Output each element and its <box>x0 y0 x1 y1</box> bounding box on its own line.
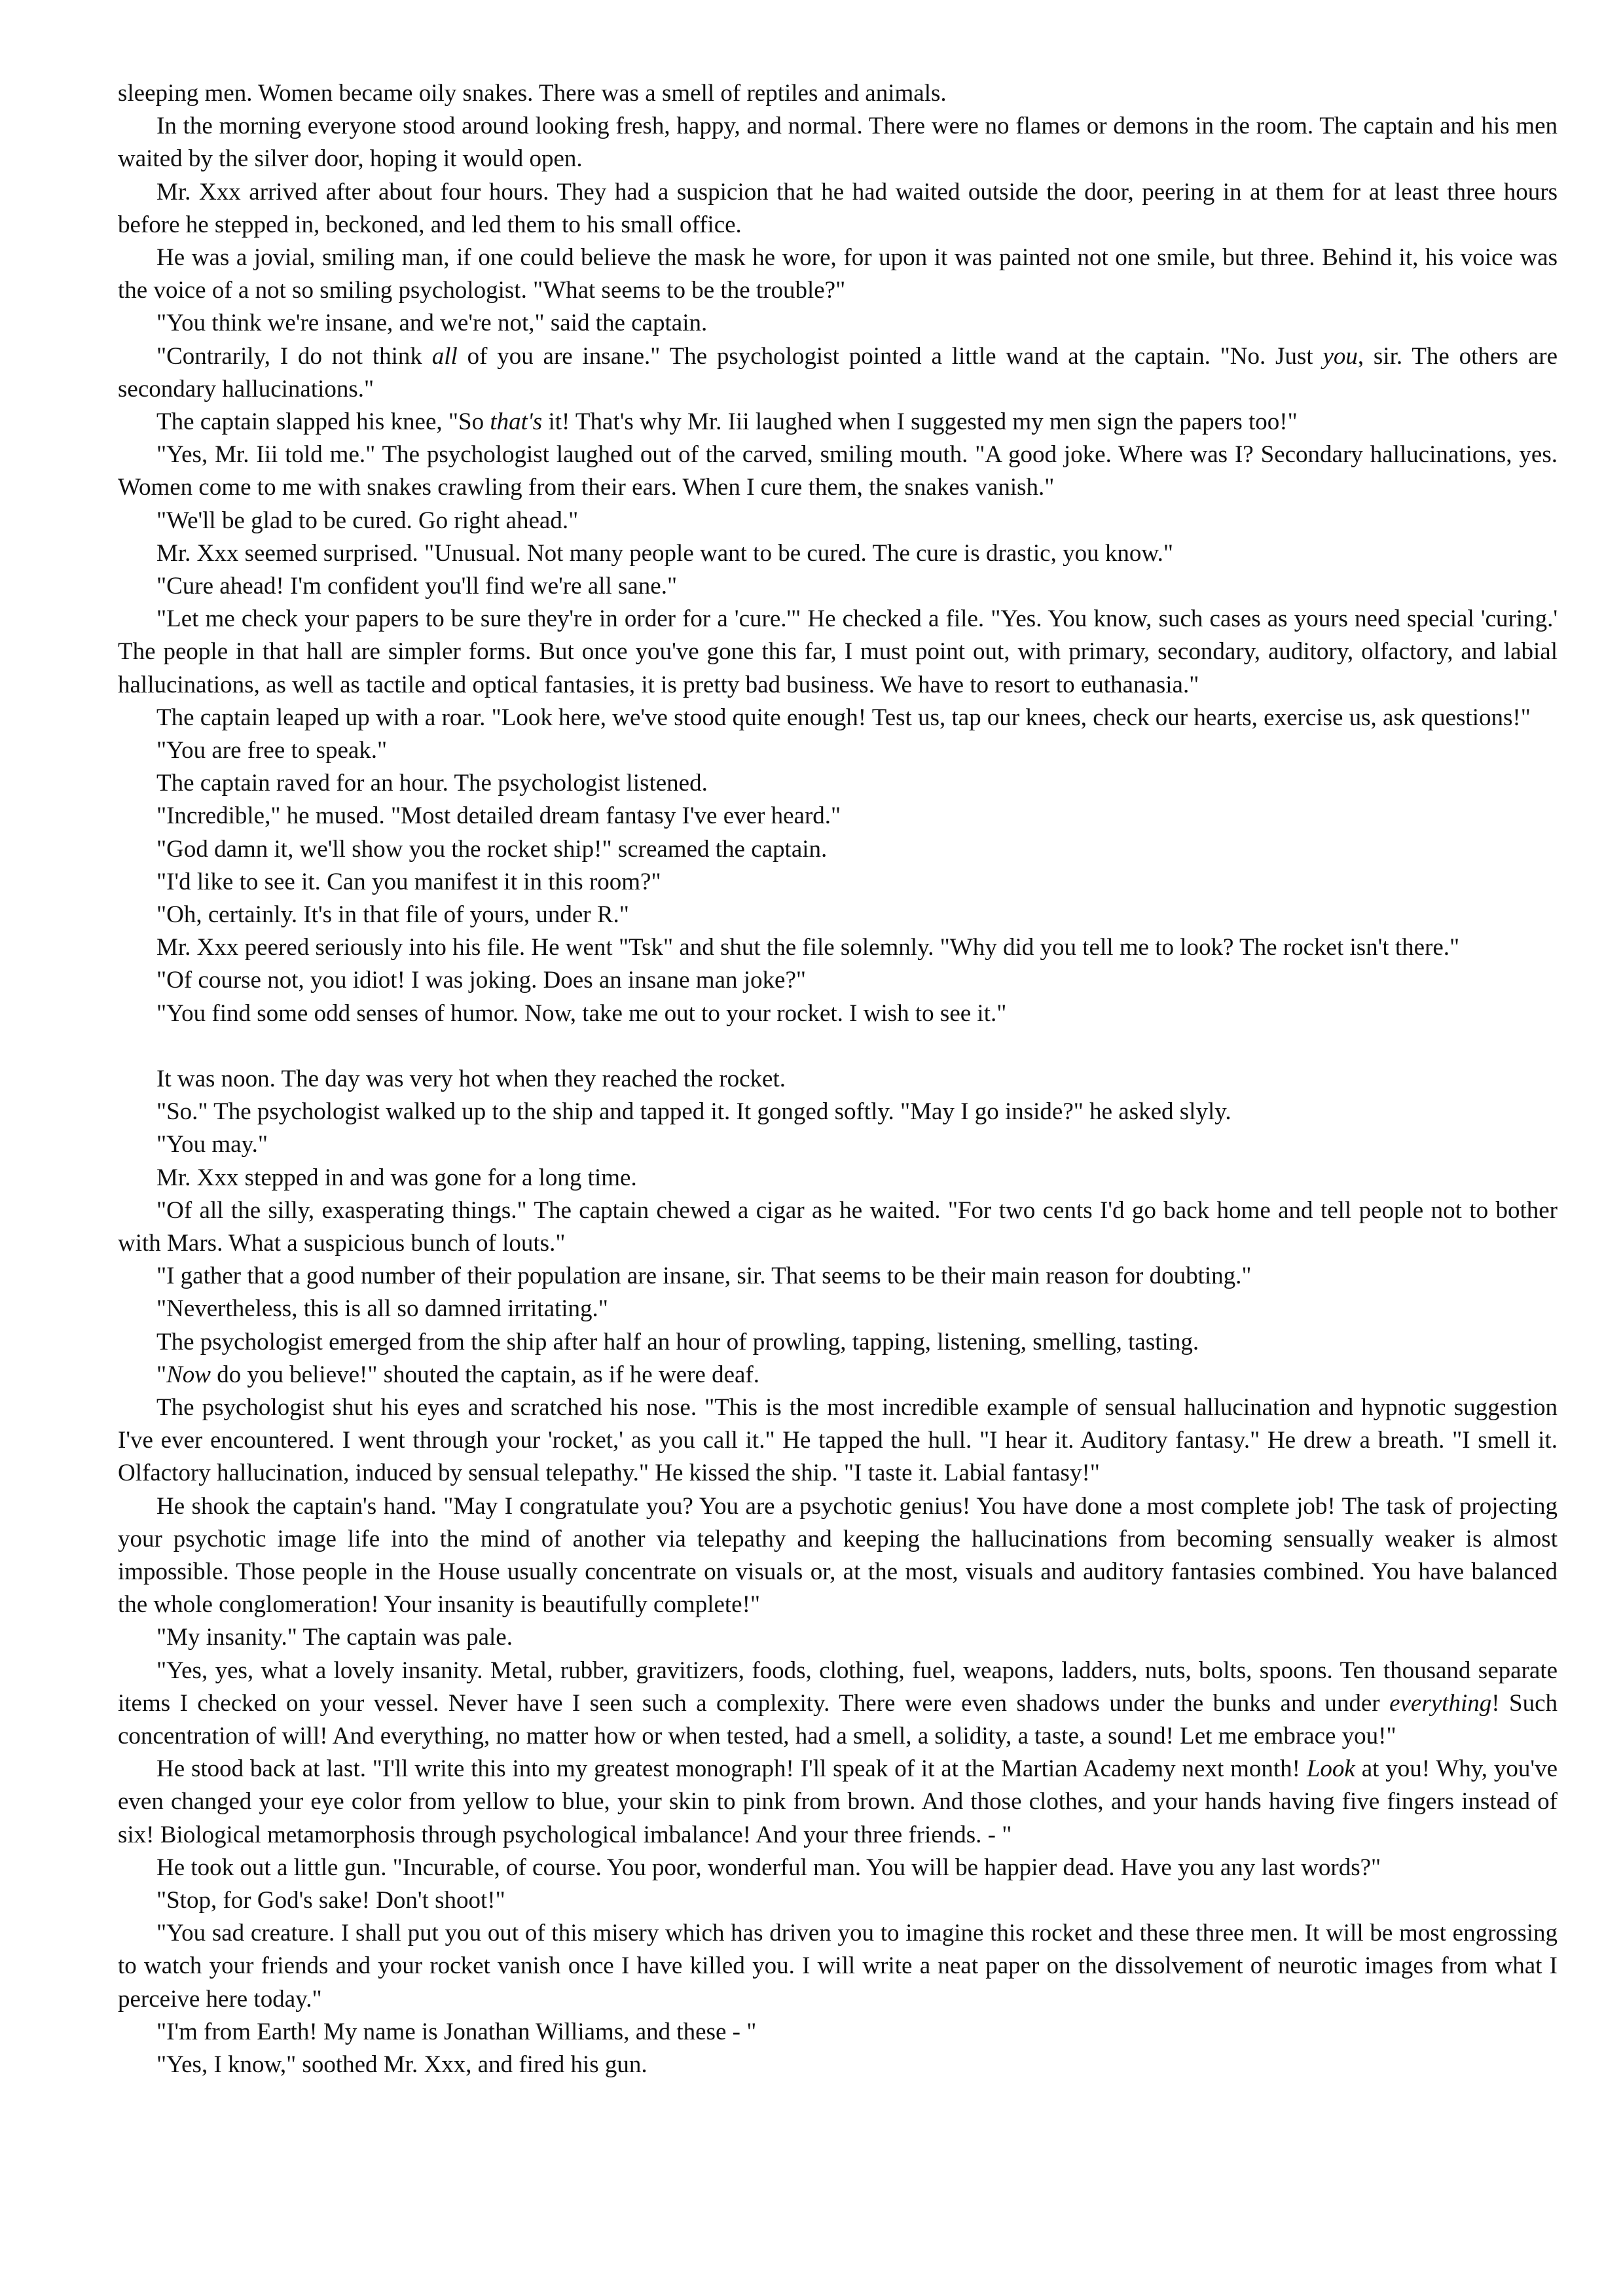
paragraph <box>118 176 1558 242</box>
paragraph-text: "You think we're insane, and we're not," said the captain. <box>156 310 708 337</box>
paragraph <box>118 964 1558 997</box>
paragraph-text: do you believe!" shouted the captain, as if he were deaf. <box>210 1361 759 1388</box>
paragraph <box>118 734 1558 767</box>
emphasis-text: everything <box>1389 1689 1492 1717</box>
paragraph <box>118 1326 1558 1359</box>
paragraph-text: Mr. Xxx seemed surprised. "Unusual. Not many people want to be cured. The cure is drastic, you know." <box>156 539 1174 567</box>
paragraph <box>118 77 1558 110</box>
paragraph <box>118 110 1558 175</box>
paragraph-text: "You find some odd senses of humor. Now, take me out to your rocket. I wish to see it." <box>156 999 1007 1027</box>
emphasis-text: Now <box>166 1361 211 1388</box>
paragraph <box>118 570 1558 603</box>
section-break <box>118 1030 1558 1063</box>
paragraph-text: The captain slapped his knee, "So <box>156 408 490 436</box>
paragraph <box>118 931 1558 964</box>
paragraph <box>118 340 1558 406</box>
paragraph <box>118 307 1558 340</box>
paragraph-text: sleeping men. Women became oily snakes. There was a smell of reptiles and animals. <box>118 80 947 107</box>
paragraph-text: , sir. The others are secondary hallucinations." <box>118 342 1558 403</box>
paragraph-text: at you! Why, you've even changed your eye color from yellow to blue, your skin to pink from brown. And those clothes, and your hands having five fingers instead of six! Biological metamorphosis through psychological imbalance! And your three friends. - " <box>118 1755 1558 1848</box>
emphasis-text: all <box>431 342 458 370</box>
emphasis-text: Look <box>1306 1755 1355 1783</box>
paragraph <box>118 1096 1558 1128</box>
paragraph-text: "Yes, I know," soothed Mr. Xxx, and fired his gun. <box>156 2051 647 2078</box>
paragraph-text: "We'll be glad to be cured. Go right ahead." <box>156 507 579 534</box>
paragraph <box>118 2016 1558 2049</box>
paragraph <box>118 1852 1558 1884</box>
paragraph <box>118 1162 1558 1194</box>
paragraph <box>118 702 1558 734</box>
paragraph-text: "You may." <box>156 1131 268 1158</box>
paragraph <box>118 1063 1558 1096</box>
paragraph-text: The captain leaped up with a roar. "Look here, we've stood quite enough! Test us, tap our knees, check our hearts, exercise us, ask questions!" <box>156 704 1531 731</box>
emphasis-text: that's <box>490 408 543 436</box>
paragraph <box>118 1884 1558 1917</box>
paragraph-text: "I gather that a good number of their population are insane, sir. That seems to be their main reason for doubting." <box>156 1263 1252 1290</box>
paragraph-text: "You sad creature. I shall put you out of this misery which has driven you to imagine this rocket and these three men. It will be most engrossing to watch your friends and your rocket vanish once I have killed you. I will write a neat paper on the dissolvement of neurotic images from what I perceive here today." <box>118 1920 1558 2013</box>
paragraph-text: "Nevertheless, this is all so damned irritating." <box>156 1295 608 1323</box>
paragraph-text: "Of course not, you idiot! I was joking. Does an insane man joke?" <box>156 967 806 994</box>
paragraph-text: "Of all the silly, exasperating things." The captain chewed a cigar as he waited. "For two cents I'd go back home and tell people not to bother with Mars. What a suspicious bunch of louts." <box>118 1196 1558 1257</box>
paragraph-text: "Yes, yes, what a lovely insanity. Metal, rubber, gravitizers, foods, clothing, fuel, weapons, ladders, nuts, bolts, spoons. Ten thousand separate items I checked on your vessel. Never have I seen such a complexity. There were even shadows under the bunks and under <box>118 1657 1558 1717</box>
paragraph-text: "I'm from Earth! My name is Jonathan Williams, and these - " <box>156 2018 757 2045</box>
paragraph <box>118 1293 1558 1325</box>
paragraph-text: "You are free to speak." <box>156 737 388 764</box>
paragraph <box>118 406 1558 439</box>
paragraph <box>118 1753 1558 1852</box>
paragraph <box>118 1655 1558 1753</box>
emphasis-text: you <box>1322 342 1358 370</box>
paragraph-text: It was noon. The day was very hot when they reached the rocket. <box>156 1065 786 1092</box>
paragraph <box>118 505 1558 537</box>
paragraph-text: "Oh, certainly. It's in that file of yours, under R." <box>156 901 629 929</box>
paragraph <box>118 800 1558 833</box>
paragraph <box>118 537 1558 570</box>
paragraph-text: In the morning everyone stood around looking fresh, happy, and normal. There were no flames or demons in the room. The captain and his men waited by the silver door, hoping it would open. <box>118 113 1558 173</box>
paragraph <box>118 1391 1558 1490</box>
paragraph-text: Mr. Xxx stepped in and was gone for a long time. <box>156 1164 637 1191</box>
paragraph <box>118 439 1558 504</box>
paragraph-text: of you are insane." The psychologist pointed a little wand at the captain. "No. Just <box>457 342 1323 370</box>
paragraph-text: The captain raved for an hour. The psychologist listened. <box>156 770 708 797</box>
paragraph <box>118 767 1558 800</box>
paragraph <box>118 1128 1558 1161</box>
paragraph-text: Mr. Xxx peered seriously into his file. He went "Tsk" and shut the file solemnly. "Why did you tell me to look? The rocket isn't there." <box>156 934 1460 961</box>
paragraph-text: it! That's why Mr. Iii laughed when I suggested my men sign the papers too!" <box>542 408 1298 436</box>
paragraph <box>118 1621 1558 1654</box>
paragraph-text: "Let me check your papers to be sure they're in order for a 'cure.'" He checked a file. "Yes. You know, such cases as yours need special 'curing.' The people in that hall are simpler forms. But once you've gone this far, I must point out, with primary, secondary, auditory, olfactory, and labial hallucinations, as well as tactile and optical fantasies, it is pretty bad business. We have to resort to euthanasia." <box>118 605 1558 698</box>
paragraph-text: ! Such concentration of will! And everything, no matter how or when tested, had a smell, a solidity, a taste, a sound! Let me embrace you!" <box>118 1689 1558 1749</box>
paragraph-text: " <box>156 1361 167 1388</box>
paragraph <box>118 1490 1558 1622</box>
paragraph-text: "My insanity." The captain was pale. <box>156 1624 513 1651</box>
paragraph-text: The psychologist emerged from the ship after half an hour of prowling, tapping, listening, smelling, tasting. <box>156 1328 1199 1355</box>
paragraph <box>118 899 1558 931</box>
paragraph <box>118 997 1558 1030</box>
paragraph-text: "Incredible," he mused. "Most detailed dream fantasy I've ever heard." <box>156 802 841 830</box>
paragraph <box>118 833 1558 866</box>
paragraph <box>118 242 1558 307</box>
paragraph <box>118 866 1558 899</box>
paragraph <box>118 1194 1558 1260</box>
paragraph-text: He took out a little gun. "Incurable, of course. You poor, wonderful man. You will be happier dead. Have you any last words?" <box>156 1854 1381 1881</box>
paragraph <box>118 1917 1558 2016</box>
paragraph-text: "Contrarily, I do not think <box>156 342 432 370</box>
paragraph <box>118 2049 1558 2081</box>
paragraph-text: The psychologist shut his eyes and scratched his nose. "This is the most incredible example of sensual hallucination and hypnotic suggestion I've ever encountered. I went through your 'rocket,' as you call it." He tapped the hull. "I hear it. Auditory fantasy." He drew a breath. "I smell it. Olfactory hallucination, induced by sensual telepathy." He kissed the ship. "I taste it. Labial fantasy!" <box>118 1393 1558 1487</box>
paragraph-text: He shook the captain's hand. "May I congratulate you? You are a psychotic genius! You have done a most complete job! The task of projecting your psychotic image life into the mind of another via telepathy and keeping the hallucinations from becoming sensually weaker is almost impossible. Those people in the House usually concentrate on visuals or, at the most, visuals and auditory fantasies combined. You have balanced the whole conglomeration! Your insanity is beautifully complete!" <box>118 1492 1558 1619</box>
paragraph-text: Mr. Xxx arrived after about four hours. They had a suspicion that he had waited outside the door, peering in at them for at least three hours before he stepped in, beckoned, and led them to his small office. <box>118 178 1558 238</box>
paragraph-text: "I'd like to see it. Can you manifest it in this room?" <box>156 868 661 895</box>
paragraph-text: "Stop, for God's sake! Don't shoot!" <box>156 1886 505 1914</box>
paragraph-text: He stood back at last. "I'll write this into my greatest monograph! I'll speak of it at the Martian Academy next month! <box>156 1755 1307 1783</box>
paragraph-text: "Yes, Mr. Iii told me." The psychologist laughed out of the carved, smiling mouth. "A good joke. Where was I? Secondary hallucinations, yes. Women come to me with snakes crawling from their ears. When I cure them, the snakes vanish." <box>118 441 1558 501</box>
paragraph <box>118 1260 1558 1293</box>
paragraph <box>118 603 1558 702</box>
paragraph-text: "So." The psychologist walked up to the ship and tapped it. It gonged softly. "May I go inside?" he asked slyly. <box>156 1098 1231 1126</box>
paragraph <box>118 1359 1558 1391</box>
paragraph-text: He was a jovial, smiling man, if one could believe the mask he wore, for upon it was painted not one smile, but three. Behind it, his voice was the voice of a not so smiling psychologist. "What seems to be the trouble?" <box>118 244 1558 304</box>
paragraph-text: "Cure ahead! I'm confident you'll find we're all sane." <box>156 573 678 600</box>
paragraph-text: "God damn it, we'll show you the rocket ship!" screamed the captain. <box>156 835 828 863</box>
